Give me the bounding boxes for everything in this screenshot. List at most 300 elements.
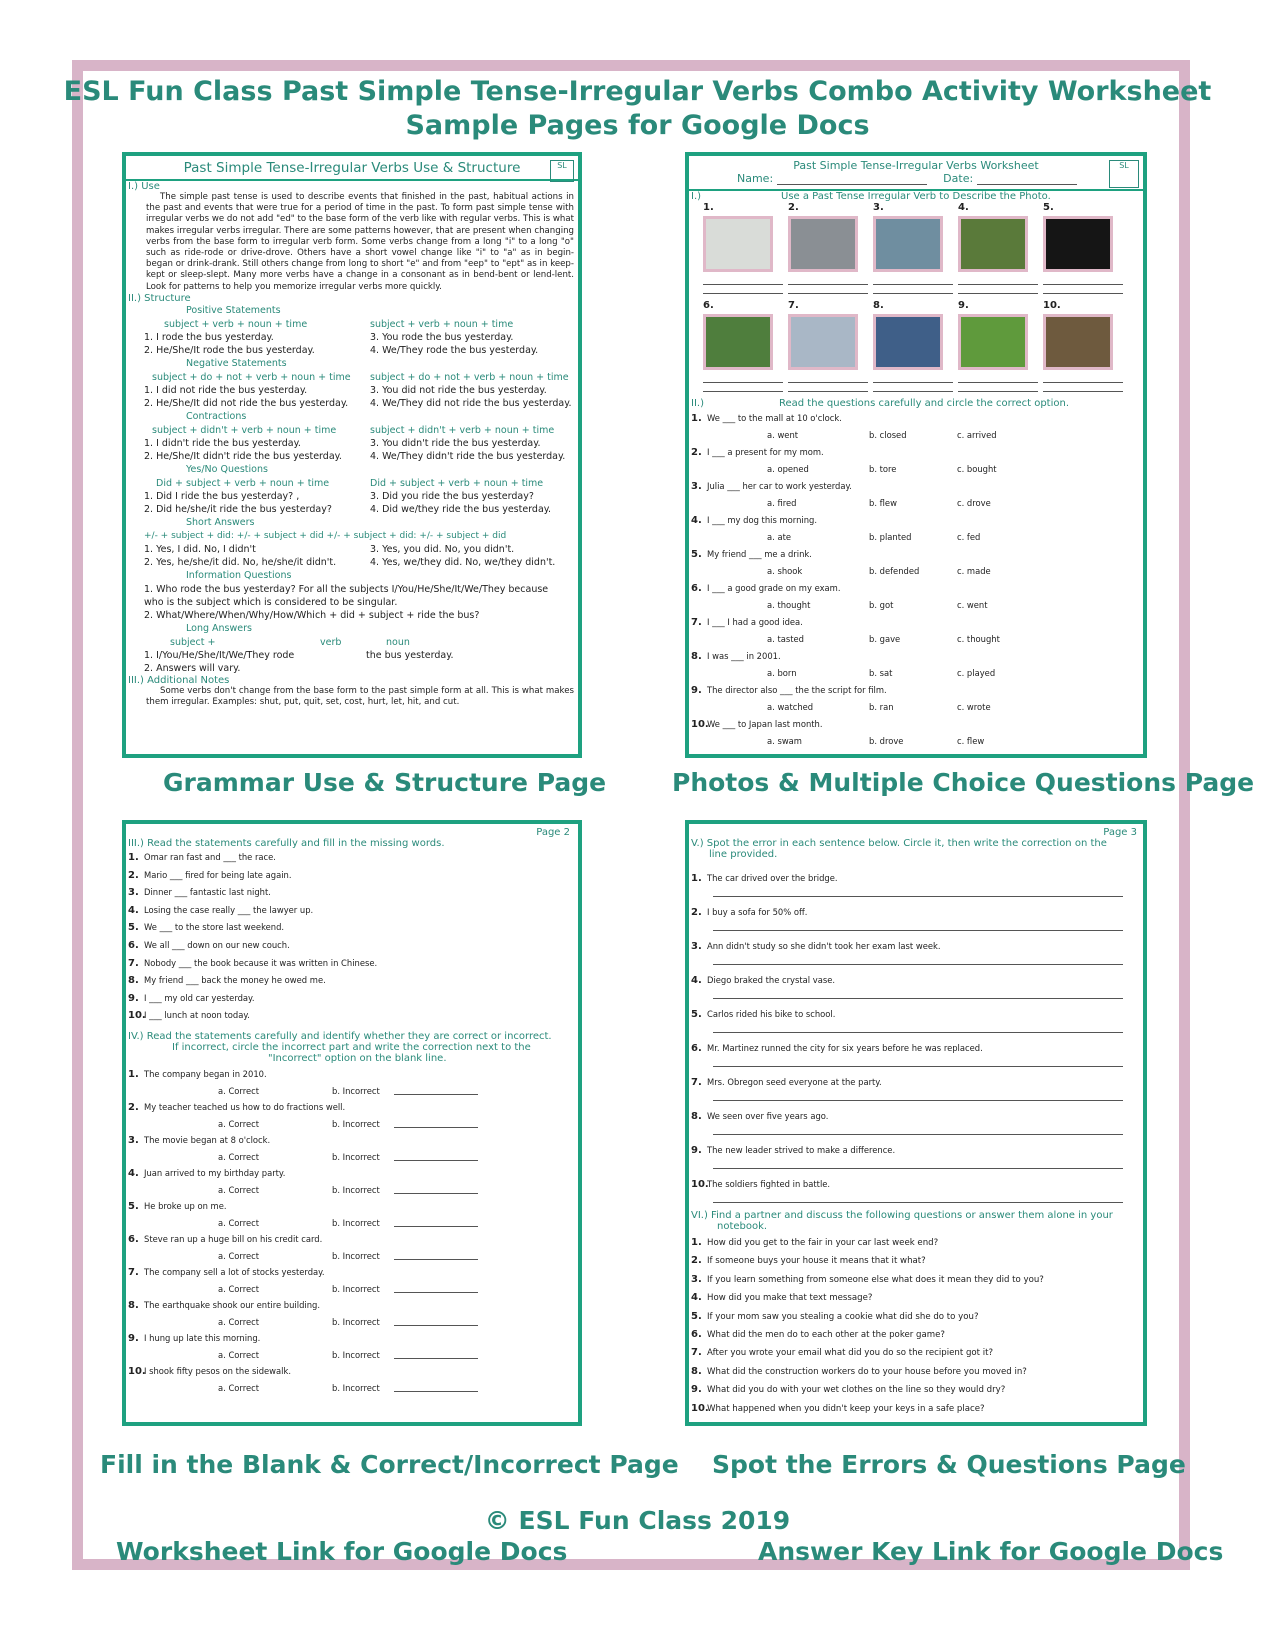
option-incorrect[interactable]: b. Incorrect — [332, 1217, 380, 1228]
photo-thumbnail — [958, 216, 1028, 272]
option-c[interactable]: c. wrote — [957, 702, 991, 712]
option-c[interactable]: c. fed — [957, 532, 981, 542]
section-heading: notebook. — [717, 1221, 768, 1232]
question-number: 10. — [691, 719, 709, 730]
option-b[interactable]: b. flew — [869, 498, 897, 508]
option-correct[interactable]: a. Correct — [218, 1217, 260, 1228]
answer-line[interactable] — [703, 285, 783, 294]
structure-heading: II.) Structure — [128, 292, 191, 304]
discussion-question — [691, 1344, 1143, 1362]
photo-thumbnail — [788, 314, 858, 370]
name-label: Name: — [737, 172, 774, 185]
question — [691, 444, 1143, 461]
error-sentence — [691, 870, 1143, 887]
section-heading: III.) Read the statements carefully and fill in the missing words. — [128, 838, 445, 849]
error-sentence — [691, 1142, 1143, 1159]
photo-thumbnail — [703, 314, 773, 370]
page-number: Page 2 — [536, 827, 570, 838]
formula: subject + verb + noun + time — [370, 318, 514, 330]
correction-line[interactable] — [394, 1380, 478, 1392]
question-text: I was ___ in 2001. — [707, 651, 781, 661]
option-a[interactable]: a. thought — [767, 600, 811, 610]
question-number: 6. — [691, 583, 702, 594]
option-c[interactable]: c. played — [957, 668, 996, 678]
item-number: 2. — [128, 869, 139, 881]
answer-line[interactable] — [703, 370, 783, 383]
p1-title: Past Simple Tense-Irregular Verbs Use & Structure — [183, 160, 521, 176]
option-incorrect[interactable]: b. Incorrect — [332, 1316, 380, 1327]
item-number: 9. — [128, 992, 139, 1004]
answer-line[interactable] — [788, 272, 868, 285]
option-b[interactable]: b. defended — [869, 566, 920, 576]
section-heading: If incorrect, circle the incorrect part and write the correction next to the — [172, 1041, 531, 1053]
photo-number: 9. — [958, 300, 969, 311]
positive-heading: Positive Statements — [186, 304, 281, 316]
formula: +/- + subject + did: +/- + subject + did +/- + subject + did: +/- + subject + did — [144, 530, 507, 541]
fill-blank-item — [128, 849, 578, 867]
option-incorrect[interactable]: b. Incorrect — [332, 1250, 380, 1261]
question-text: Julia ___ her car to work yesterday. — [707, 481, 852, 491]
correction-line[interactable] — [713, 989, 1123, 999]
option-correct[interactable]: a. Correct — [218, 1316, 260, 1327]
item-number: 10. — [691, 1179, 709, 1190]
answer-line[interactable] — [1043, 383, 1123, 392]
question — [691, 546, 1143, 563]
item-number: 4. — [128, 1167, 139, 1179]
header-subtitle: Sample Pages for Google Docs — [405, 110, 870, 141]
error-sentence — [691, 904, 1143, 921]
statement — [128, 1264, 578, 1281]
caption-photos: Photos & Multiple Choice Questions Page — [672, 768, 1255, 797]
section-heading: VI.) Find a partner and discuss the following questions or answer them alone in your — [691, 1210, 1113, 1221]
photo-number: 6. — [703, 300, 714, 311]
example: 1. Did I ride the bus yesterday? , — [144, 490, 300, 502]
example: 1. Who rode the bus yesterday? For all the subjects I/You/He/She/It/We/They because who is the subject which is considered to be singular. — [144, 583, 549, 608]
item-text: I ___ my old car yesterday. — [144, 992, 255, 1003]
option-b[interactable]: b. planted — [869, 532, 912, 542]
name-field[interactable] — [777, 172, 927, 185]
photo-number: 8. — [873, 300, 884, 311]
item-number: 8. — [691, 1111, 702, 1122]
short-answers-heading: Short Answers — [186, 516, 255, 528]
p2-title: Past Simple Tense-Irregular Verbs Worksheet — [793, 159, 1039, 172]
answer-line[interactable] — [958, 285, 1038, 294]
photo-thumbnail — [703, 216, 773, 272]
example: 3. Did you ride the bus yesterday? — [370, 490, 534, 502]
worksheet-link[interactable]: Worksheet Link for Google Docs — [116, 1537, 568, 1566]
example: 3. You didn't ride the bus yesterday. — [370, 437, 541, 449]
options — [128, 1215, 578, 1231]
answer-line[interactable] — [788, 285, 868, 294]
correction-line[interactable] — [394, 1083, 478, 1095]
option-b[interactable]: b. got — [869, 600, 894, 610]
options — [691, 495, 1143, 511]
example: 4. Did we/they ride the bus yesterday. — [370, 503, 552, 515]
formula: noun — [386, 636, 410, 648]
item-text: My friend ___ back the money he owed me. — [144, 975, 326, 986]
options — [691, 563, 1143, 579]
answer-key-link[interactable]: Answer Key Link for Google Docs — [758, 1537, 1224, 1566]
example: 4. Yes, we/they did. No, we/they didn't. — [370, 556, 556, 568]
option-a[interactable]: a. went — [767, 430, 799, 440]
item-text: I buy a sofa for 50% off. — [707, 907, 808, 917]
statement — [128, 1330, 578, 1347]
photo-thumbnail — [1043, 314, 1113, 370]
option-correct[interactable]: a. Correct — [218, 1085, 260, 1096]
correction-line[interactable] — [713, 1193, 1123, 1203]
item-text: Dinner ___ fantastic last night. — [144, 887, 271, 898]
photo-item — [1043, 202, 1128, 294]
correction-line[interactable] — [394, 1281, 478, 1293]
question — [691, 512, 1143, 529]
copyright: © ESL Fun Class 2019 — [484, 1506, 791, 1535]
formula: subject + do + not + verb + noun + time — [152, 371, 351, 383]
item-number: 1. — [691, 873, 702, 884]
example: 3. You did not ride the bus yesterday. — [370, 384, 547, 396]
photo-item — [703, 300, 788, 392]
option-c[interactable]: c. drove — [957, 498, 991, 508]
statement — [128, 1165, 578, 1182]
photo-number: 5. — [1043, 202, 1054, 213]
discussion-question — [691, 1271, 1143, 1289]
error-sentence — [691, 1006, 1143, 1023]
correction-line[interactable] — [713, 955, 1123, 965]
fill-blank-item — [128, 867, 578, 885]
section-heading: line provided. — [709, 849, 778, 860]
item-text: Losing the case really ___ the lawyer up. — [144, 904, 314, 915]
contractions-heading: Contractions — [186, 410, 247, 422]
correction-line[interactable] — [713, 887, 1123, 897]
question-number: 5. — [691, 549, 702, 560]
formula: Did + subject + verb + noun + time — [370, 477, 544, 489]
item-number: 5. — [691, 1310, 702, 1322]
answer-line[interactable] — [1043, 370, 1123, 383]
item-text: The movie began at 8 o'clock. — [144, 1134, 271, 1145]
item-text: Juan arrived to my birthday party. — [144, 1167, 286, 1178]
option-correct[interactable]: a. Correct — [218, 1184, 260, 1195]
answer-line[interactable] — [1043, 272, 1123, 285]
item-text: What did the men do to each other at the poker game? — [707, 1330, 945, 1341]
option-a[interactable]: a. watched — [767, 702, 814, 712]
answer-line[interactable] — [958, 383, 1038, 392]
option-a[interactable]: a. shook — [767, 566, 803, 576]
caption-grammar: Grammar Use & Structure Page — [163, 768, 607, 797]
question — [691, 682, 1143, 699]
example: 1. I/You/He/She/It/We/They rode — [144, 649, 295, 661]
item-text: If you learn something from someone else what does it mean they did to you? — [707, 1274, 1044, 1285]
photo-item — [788, 202, 873, 294]
answer-line[interactable] — [958, 370, 1038, 383]
photo-number: 1. — [703, 202, 714, 213]
photo-item — [788, 300, 873, 392]
correction-line[interactable] — [713, 1091, 1123, 1101]
options — [128, 1116, 578, 1132]
photo-number: 3. — [873, 202, 884, 213]
example: 2. He/She/It rode the bus yesterday. — [144, 344, 315, 356]
statement — [128, 1231, 578, 1248]
option-c[interactable]: c. arrived — [957, 430, 997, 440]
discussion-question — [691, 1400, 1143, 1418]
item-number: 2. — [691, 1255, 702, 1267]
item-text: I shook fifty pesos on the sidewalk. — [144, 1365, 292, 1376]
section-heading: Use a Past Tense Irregular Verb to Describe the Photo. — [781, 191, 1051, 202]
example: 2. Answers will vary. — [144, 662, 241, 674]
answer-line[interactable] — [788, 370, 868, 383]
item-text: Mrs. Obregon seed everyone at the party. — [707, 1077, 882, 1087]
item-number: 3. — [128, 1134, 139, 1146]
discussion-question — [691, 1363, 1143, 1381]
formula: subject + verb + noun + time — [164, 318, 308, 330]
fill-blank-item — [128, 1007, 578, 1025]
option-a[interactable]: a. ate — [767, 532, 792, 542]
item-text: The new leader strived to make a difference. — [707, 1145, 896, 1155]
option-incorrect[interactable]: b. Incorrect — [332, 1151, 380, 1162]
discussion-question — [691, 1308, 1143, 1326]
example: 1. I did not ride the bus yesterday. — [144, 384, 308, 396]
formula: subject + — [170, 636, 216, 648]
item-number: 2. — [128, 1101, 139, 1113]
correction-line[interactable] — [394, 1182, 478, 1194]
option-b[interactable]: b. gave — [869, 634, 901, 644]
correction-line[interactable] — [713, 921, 1123, 931]
item-number: 1. — [128, 1068, 139, 1080]
caption-fill-blank: Fill in the Blank & Correct/Incorrect Page — [100, 1450, 679, 1479]
question-text: My friend ___ me a drink. — [707, 549, 812, 559]
item-text: We seen over five years ago. — [707, 1111, 829, 1121]
question-text: I ___ I had a good idea. — [707, 617, 803, 627]
example: 2. What/Where/When/Why/How/Which + did + subject + ride the bus? — [144, 609, 480, 621]
option-incorrect[interactable]: b. Incorrect — [332, 1382, 380, 1393]
option-b[interactable]: b. sat — [869, 668, 893, 678]
correction-line[interactable] — [713, 1159, 1123, 1169]
statement — [128, 1363, 578, 1380]
date-field[interactable] — [977, 172, 1077, 185]
question — [691, 614, 1143, 631]
statement — [128, 1297, 578, 1314]
example: 1. I didn't ride the bus yesterday. — [144, 437, 301, 449]
option-incorrect[interactable]: b. Incorrect — [332, 1184, 380, 1195]
option-incorrect[interactable]: b. Incorrect — [332, 1349, 380, 1360]
item-number: 8. — [128, 1299, 139, 1311]
correction-line[interactable] — [394, 1149, 478, 1161]
options — [691, 699, 1143, 715]
answer-line[interactable] — [873, 383, 953, 392]
error-sentence — [691, 1074, 1143, 1091]
item-number: 6. — [128, 939, 139, 951]
options — [128, 1314, 578, 1330]
statement — [128, 1066, 578, 1083]
formula: verb — [320, 636, 342, 648]
example: the bus yesterday. — [366, 649, 454, 661]
question-number: 1. — [691, 413, 702, 424]
question-text: We ___ to the mall at 10 o'clock. — [707, 413, 842, 423]
photo-number: 10. — [1043, 300, 1061, 311]
photo-thumbnail — [788, 216, 858, 272]
item-text: How did you get to the fair in your car last week end? — [707, 1238, 939, 1248]
info-questions-heading: Information Questions — [186, 569, 292, 581]
answer-line[interactable] — [958, 272, 1038, 285]
item-text: If someone buys your house it means that it what? — [707, 1256, 926, 1267]
formula: subject + do + not + verb + noun + time — [370, 371, 569, 383]
grammar-page-preview — [122, 152, 582, 758]
question-number: 8. — [691, 651, 702, 662]
answer-line[interactable] — [703, 272, 783, 285]
item-number: 8. — [691, 1365, 702, 1377]
item-text: How did you make that text message? — [707, 1293, 873, 1304]
option-a[interactable]: a. fired — [767, 498, 797, 508]
date-label: Date: — [943, 172, 974, 185]
photo-item — [1043, 300, 1128, 392]
fill-blank-page-preview — [122, 820, 582, 1426]
option-c[interactable]: c. thought — [957, 634, 1000, 644]
item-text: The company sell a lot of stocks yesterday. — [144, 1266, 325, 1277]
option-correct[interactable]: a. Correct — [218, 1349, 260, 1360]
correction-line[interactable] — [713, 1057, 1123, 1067]
photo-number: 2. — [788, 202, 799, 213]
question-text: I ___ a present for my mom. — [707, 447, 824, 457]
formula: subject + didn't + verb + noun + time — [370, 424, 555, 436]
options — [128, 1182, 578, 1198]
example: 3. You rode the bus yesterday. — [370, 331, 514, 343]
correction-line[interactable] — [394, 1314, 478, 1326]
question-text: The director also ___ the the script for film. — [707, 685, 887, 695]
discussion-question — [691, 1234, 1143, 1252]
question-text: We ___ to Japan last month. — [707, 719, 823, 729]
item-text: What happened when you didn't keep your keys in a safe place? — [707, 1403, 985, 1414]
item-text: He broke up on me. — [144, 1200, 227, 1211]
answer-line[interactable] — [873, 285, 953, 294]
correction-line[interactable] — [394, 1116, 478, 1128]
option-correct[interactable]: a. Correct — [218, 1151, 260, 1162]
options — [691, 529, 1143, 545]
item-text: Ann didn't study so she didn't took her exam last week. — [707, 941, 941, 951]
question-text: I ___ my dog this morning. — [707, 515, 817, 525]
item-number: 6. — [691, 1043, 702, 1054]
item-number: 5. — [691, 1009, 702, 1020]
option-b[interactable]: b. ran — [869, 702, 894, 712]
options — [691, 597, 1143, 613]
use-text: The simple past tense is used to describe events that finished in the past, habitual actions in the past and events that were true for a period of time in the past. To form past simple tense with irregular verbs we do not add "ed" to the base form of the verb like with regular verbs. This is what makes irregular verbs irregular. There are some patterns however, that are present when changing verbs from the base form to irregular verb form. Some verbs change from a long "i" to a long "o" such as ride-rode or drive-drove. Others have a short vowel change like "i" to "a" as in begin-began or drink-drank. Still others change from long to short "e" and from "eep" to "ept" as in keep-kept or sleep-slept. Many more verbs have a change in a consonant as in bend-bent or lend-lent. Look for patterns to help you memorize irregular verbs more quickly. — [146, 192, 574, 292]
item-text: I ___ lunch at noon today. — [144, 1010, 250, 1021]
yes-no-heading: Yes/No Questions — [186, 463, 268, 475]
option-a[interactable]: a. opened — [767, 464, 809, 474]
correction-line[interactable] — [713, 1023, 1123, 1033]
statement — [128, 1132, 578, 1149]
discussion-question — [691, 1326, 1143, 1344]
item-number: 10. — [128, 1365, 146, 1377]
option-incorrect[interactable]: b. Incorrect — [332, 1283, 380, 1294]
statement — [128, 1099, 578, 1116]
option-incorrect[interactable]: b. Incorrect — [332, 1085, 380, 1096]
option-b[interactable]: b. tore — [869, 464, 897, 474]
section-heading: V.) Spot the error in each sentence below. Circle it, then write the correction on the — [691, 838, 1107, 849]
example: 2. Yes, he/she/it did. No, he/she/it didn't. — [144, 556, 337, 568]
option-c[interactable]: c. went — [957, 600, 988, 610]
options — [128, 1083, 578, 1099]
options — [691, 665, 1143, 681]
options — [128, 1347, 578, 1363]
item-text: The car drived over the bridge. — [707, 873, 838, 883]
example: 2. He/She/It did not ride the bus yesterday. — [144, 397, 349, 409]
item-number: 3. — [691, 1273, 702, 1285]
correction-line[interactable] — [394, 1347, 478, 1359]
fill-blank-item — [128, 955, 578, 973]
section-heading: "Incorrect" option on the blank line. — [268, 1052, 447, 1064]
options — [128, 1380, 578, 1396]
error-sentence — [691, 972, 1143, 989]
options — [691, 427, 1143, 443]
correction-line[interactable] — [713, 1125, 1123, 1135]
option-incorrect[interactable]: b. Incorrect — [332, 1118, 380, 1129]
photo-thumbnail — [873, 314, 943, 370]
item-text: If your mom saw you stealing a cookie what did she do to you? — [707, 1311, 979, 1322]
item-number: 4. — [691, 1292, 702, 1304]
option-b[interactable]: b. drove — [869, 736, 904, 746]
question-number: 9. — [691, 685, 702, 696]
answer-line[interactable] — [873, 272, 953, 285]
errors-page-preview — [685, 820, 1147, 1426]
item-number: 7. — [128, 957, 139, 969]
discussion-question — [691, 1381, 1143, 1399]
discussion-question — [691, 1289, 1143, 1307]
item-number: 4. — [691, 975, 702, 986]
error-sentence — [691, 1040, 1143, 1057]
example: 3. Yes, you did. No, you didn't. — [370, 543, 515, 555]
option-correct[interactable]: a. Correct — [218, 1283, 260, 1294]
answer-line[interactable] — [703, 383, 783, 392]
option-b[interactable]: b. closed — [869, 430, 907, 440]
answer-line[interactable] — [1043, 285, 1123, 294]
item-number: 9. — [128, 1332, 139, 1344]
item-number: 7. — [691, 1077, 702, 1088]
statement — [128, 1198, 578, 1215]
question-text: I ___ a good grade on my exam. — [707, 583, 841, 593]
answer-line[interactable] — [788, 383, 868, 392]
option-correct[interactable]: a. Correct — [218, 1118, 260, 1129]
photo-item — [703, 202, 788, 294]
option-c[interactable]: c. made — [957, 566, 991, 576]
option-a[interactable]: a. swam — [767, 736, 802, 746]
option-a[interactable]: a. born — [767, 668, 797, 678]
item-number: 10. — [691, 1402, 709, 1414]
photos-page-preview — [685, 152, 1147, 758]
question-number: 3. — [691, 481, 702, 492]
item-text: Carlos rided his bike to school. — [707, 1009, 836, 1019]
option-correct[interactable]: a. Correct — [218, 1250, 260, 1261]
negative-heading: Negative Statements — [186, 357, 287, 369]
answer-line[interactable] — [873, 370, 953, 383]
options — [691, 631, 1143, 647]
correction-line[interactable] — [394, 1248, 478, 1260]
question-number: 2. — [691, 447, 702, 458]
option-c[interactable]: c. bought — [957, 464, 997, 474]
question — [691, 716, 1143, 733]
options — [691, 461, 1143, 477]
fill-blank-item — [128, 884, 578, 902]
option-c[interactable]: c. flew — [957, 736, 985, 746]
item-text: The company began in 2010. — [144, 1068, 267, 1079]
example: 1. Yes, I did. No, I didn't — [144, 543, 256, 555]
item-number: 4. — [128, 904, 139, 916]
option-correct[interactable]: a. Correct — [218, 1382, 260, 1393]
question-number: 7. — [691, 617, 702, 628]
correction-line[interactable] — [394, 1215, 478, 1227]
item-number: 7. — [691, 1347, 702, 1359]
long-answers-heading: Long Answers — [186, 622, 252, 634]
option-a[interactable]: a. tasted — [767, 634, 804, 644]
item-text: The soldiers fighted in battle. — [707, 1179, 831, 1189]
photo-item — [958, 202, 1043, 294]
